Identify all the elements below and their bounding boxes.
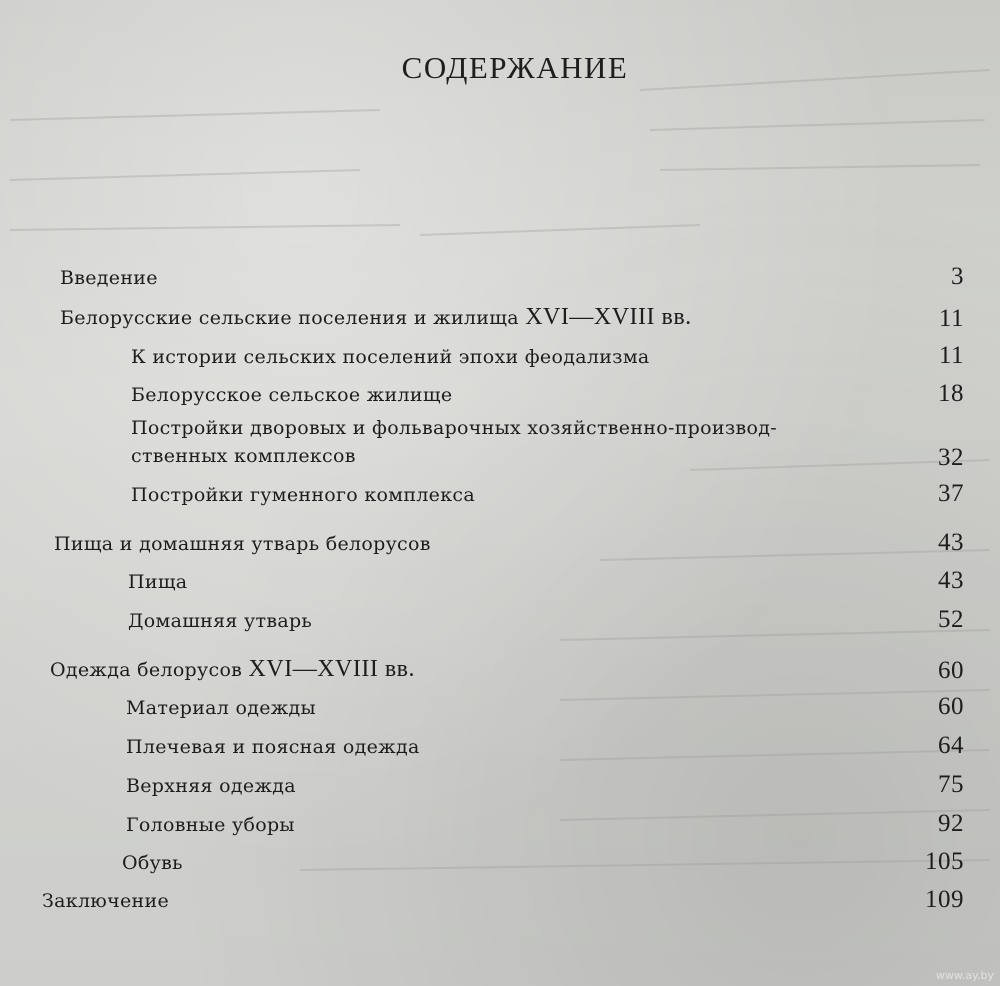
toc-subentry-outerwear bbox=[126, 772, 964, 797]
toc-entry-title: К истории сельских поселений эпохи феодализма bbox=[131, 346, 650, 368]
toc-entry-title: Верхняя одежда bbox=[126, 775, 296, 797]
toc-entry-food bbox=[54, 530, 964, 555]
toc-entry-title: Заключение bbox=[42, 890, 170, 912]
toc-entry-title: Постройки гуменного комплекса bbox=[131, 484, 475, 506]
toc-subentry-footwear bbox=[122, 849, 964, 874]
toc-entry-clothing bbox=[50, 656, 964, 683]
toc-entry-conclusion bbox=[42, 887, 964, 912]
toc-entry-title-text: Одежда белорусов bbox=[50, 659, 243, 681]
toc-entry-title bbox=[50, 656, 938, 683]
toc-entry-title: Пища и домашняя утварь белорусов bbox=[54, 533, 431, 555]
toc-entry-page: 52 bbox=[938, 606, 964, 633]
toc-subentry-shoulder-waist bbox=[126, 733, 964, 758]
toc-entry-page: 105 bbox=[925, 848, 964, 875]
toc-entry-settlements bbox=[60, 304, 964, 331]
toc-entry-page: 18 bbox=[938, 380, 964, 407]
toc-entry-page: 60 bbox=[938, 657, 964, 684]
toc-subentry-history bbox=[131, 343, 964, 368]
toc-entry-page: 32 bbox=[938, 444, 964, 471]
toc-entry-title: Домашняя утварь bbox=[128, 610, 313, 632]
toc-entry-page: 43 bbox=[938, 529, 964, 556]
toc-entry-century: XVI—XVIII вв. bbox=[525, 304, 692, 330]
toc-subentry-material bbox=[126, 694, 964, 719]
toc-entry-page: 75 bbox=[938, 771, 964, 798]
toc-entry-title: Обувь bbox=[122, 852, 183, 874]
toc-entry-introduction bbox=[60, 264, 964, 289]
toc-subentry-utensils bbox=[128, 607, 964, 632]
toc-entry-title-line2: ственных комплексов bbox=[131, 445, 356, 467]
toc-entry-title: Плечевая и поясная одежда bbox=[126, 736, 420, 758]
toc-entry-page: 43 bbox=[938, 567, 964, 594]
toc-entry-title: Пища bbox=[128, 571, 188, 593]
toc-subentry-headwear bbox=[126, 811, 964, 836]
toc-subentry-threshing bbox=[131, 481, 964, 506]
toc-entry-page: 37 bbox=[938, 480, 964, 507]
watermark: www.ay.by bbox=[935, 969, 994, 982]
toc-entry-page: 3 bbox=[951, 263, 964, 290]
toc-entry-title: Белорусское сельское жилище bbox=[131, 384, 453, 406]
toc-entry-title: Введение bbox=[60, 267, 158, 289]
toc-entry-page: 11 bbox=[938, 305, 964, 332]
toc-entry-title: Материал одежды bbox=[126, 697, 316, 719]
toc-entry-page: 11 bbox=[938, 342, 964, 369]
page-title: СОДЕРЖАНИЕ bbox=[401, 50, 629, 85]
toc-entry-page: 109 bbox=[925, 886, 964, 913]
toc-entry-page: 60 bbox=[938, 693, 964, 720]
toc-entry-title-text: Белорусские сельские поселения и жилища bbox=[60, 307, 519, 329]
toc-entry-century: XVI—XVIII вв. bbox=[248, 656, 415, 682]
toc-entry-title bbox=[131, 414, 938, 470]
toc-subentry-yard-buildings bbox=[131, 414, 964, 470]
toc-entry-title: Головные уборы bbox=[126, 814, 295, 836]
toc-entry-title bbox=[60, 304, 939, 331]
toc-entry-title-line1: Постройки дворовых и фольварочных хозяйственно-производ- bbox=[131, 417, 777, 439]
toc-subentry-dwelling bbox=[131, 381, 964, 406]
toc-subentry-food bbox=[128, 568, 964, 593]
toc-entry-page: 92 bbox=[938, 810, 964, 837]
toc-entry-page: 64 bbox=[938, 732, 964, 759]
